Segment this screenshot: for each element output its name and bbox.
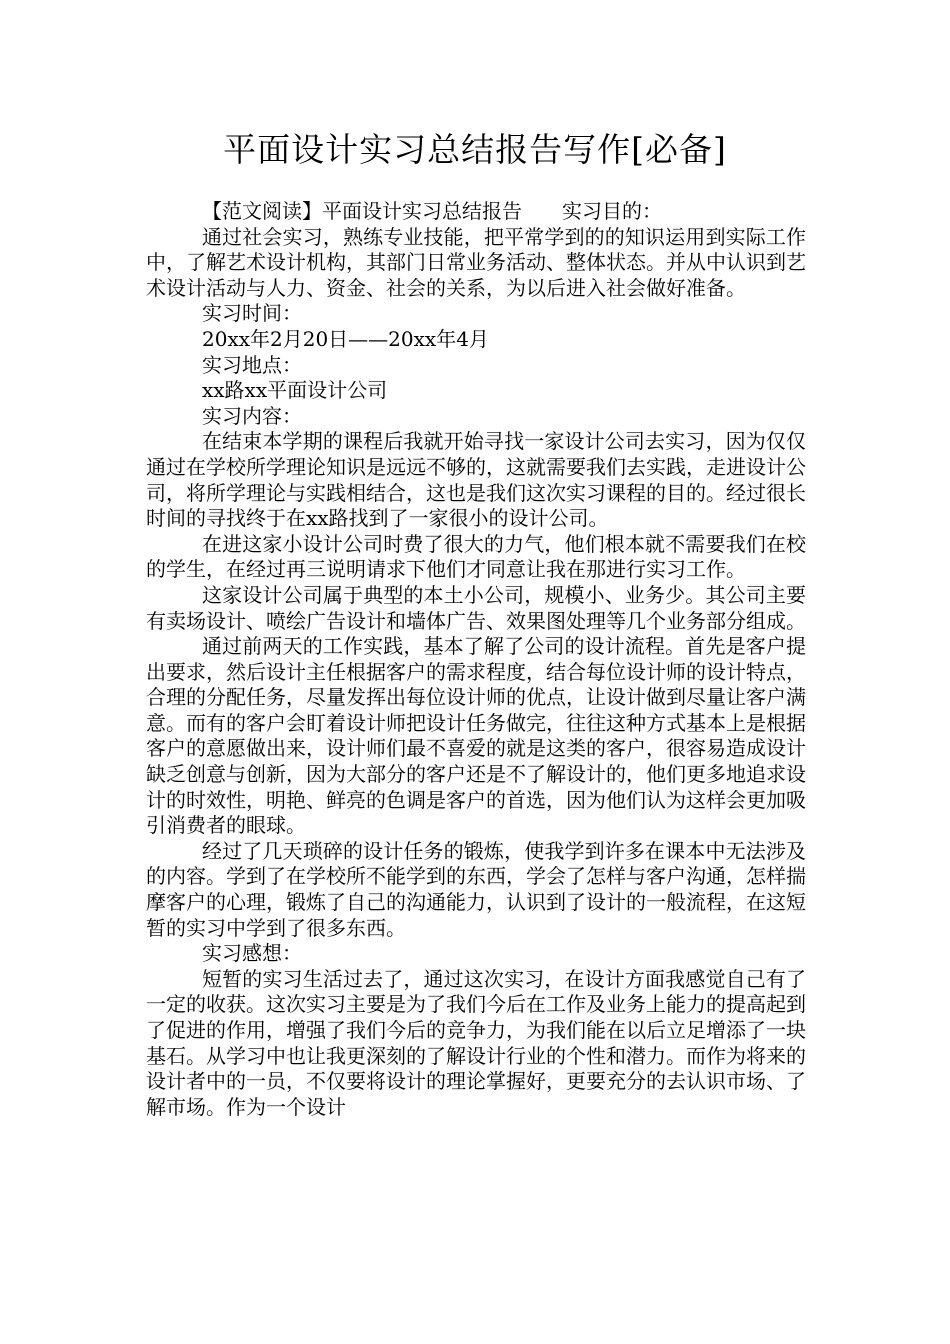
purpose-paragraph: 通过社会实习，熟练专业技能，把平常学到的的知识运用到实际工作中，了解艺术设计机构，其部门日常业务活动、整体状态。并从中认识到艺术设计活动与人力、资金、社会的关系，为以后进入社会做好准备。: [146, 224, 806, 300]
intro-heading-paragraph: 【范文阅读】平面设计实习总结报告 实习目的：: [202, 199, 662, 223]
content-paragraph-1: 在结束本学期的课程后我就开始寻找一家设计公司去实习，因为仅仅通过在学校所学理论知识是远远不够的，这就需要我们去实践，走进设计公司，将所学理论与实践相结合，这也是我们这次实习课程的目的。经过很长时间的寻找终于在xx路找到了一家很小的设计公司。: [146, 429, 806, 531]
document-body: [146, 199, 806, 1120]
location-value: xx路xx平面设计公司: [202, 378, 388, 403]
content-paragraph-4: 通过前两天的工作实践，基本了解了公司的设计流程。首先是客户提出要求，然后设计主任根据客户的需求程度，结合每位设计师的设计特点，合理的分配任务，尽量发挥出每位设计师的优点，让设计做到尽量让客户满意。而有的客户会盯着设计师把设计任务做完，往往这种方式基本上是根据客户的意愿做出来，设计师们最不喜爱的就是这类的客户，很容易造成设计缺乏创意与创新，因为大部分的客户还是不了解设计的，他们更多地追求设计的时效性，明艳、鲜亮的色调是客户的首选，因为他们认为这样会更加吸引消费者的眼球。: [146, 634, 806, 838]
reflection-heading: 实习感想：: [202, 941, 302, 966]
time-value: 20xx年2月20日——20xx年4月: [202, 326, 489, 351]
location-heading: 实习地点：: [202, 352, 302, 377]
reflection-paragraph: 短暂的实习生活过去了，通过这次实习，在设计方面我感觉自己有了一定的收获。这次实习主要是为了我们今后在工作及业务上能力的提高起到了促进的作用，增强了我们今后的竞争力，为我们能在以后立足增添了一块基石。从学习中也让我更深刻的了解设计行业的个性和潜力。而作为将来的设计者中的一员，不仅要将设计的理论掌握好，更要充分的去认识市场、了解市场。作为一个设计: [146, 966, 806, 1119]
time-heading: 实习时间：: [202, 301, 302, 326]
document-title: 平面设计实习总结报告写作[必备]: [223, 130, 727, 169]
content-paragraph-3: 这家设计公司属于典型的本土小公司，规模小、业务少。其公司主要有卖场设计、喷绘广告设计和墙体广告、效果图处理等几个业务部分组成。: [146, 582, 806, 633]
content-heading: 实习内容：: [202, 403, 302, 428]
content-paragraph-2: 在进这家小设计公司时费了很大的力气，他们根本就不需要我们在校的学生，在经过再三说明请求下他们才同意让我在那进行实习工作。: [146, 531, 806, 582]
content-paragraph-5: 经过了几天琐碎的设计任务的锻炼，使我学到许多在课本中无法涉及的内容。学到了在学校所不能学到的东西，学会了怎样与客户沟通，怎样揣摩客户的心理，锻炼了自己的沟通能力，认识到了设计的一般流程，在这短暂的实习中学到了很多东西。: [146, 838, 806, 940]
